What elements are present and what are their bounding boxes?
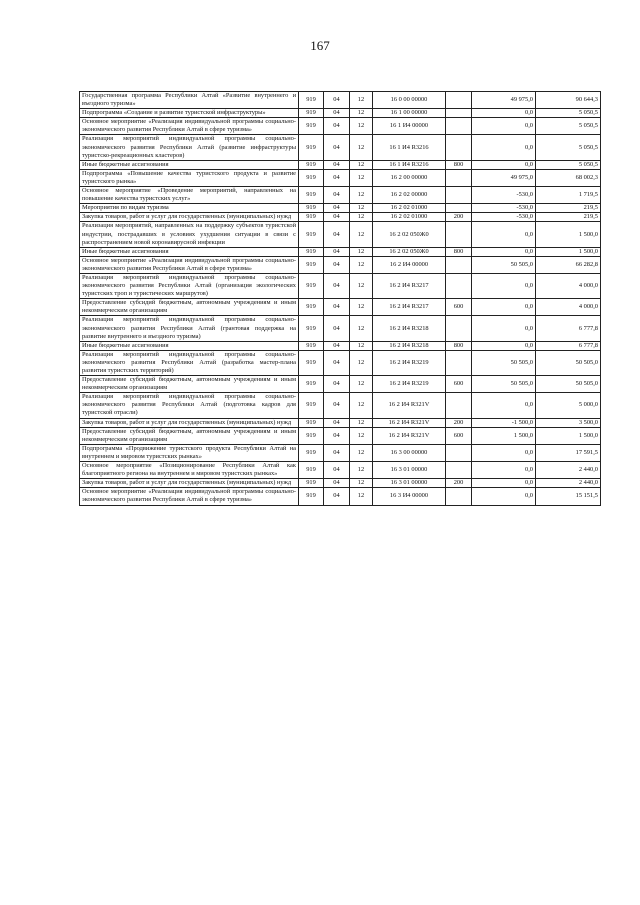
cell-expense-type: 200 [446, 479, 472, 488]
cell-subsection: 12 [350, 427, 373, 444]
cell-target-article: 16 3 01 00000 [373, 462, 446, 479]
cell-section: 04 [324, 418, 350, 427]
cell-change-amount: 49 975,0 [472, 92, 536, 109]
cell-target-article: 16 2 02 00000 [373, 187, 446, 204]
cell-change-amount: -530,0 [472, 213, 536, 222]
cell-section: 04 [324, 488, 350, 505]
cell-subsection: 12 [350, 247, 373, 256]
cell-expense-type: 800 [446, 341, 472, 350]
cell-expense-type: 800 [446, 247, 472, 256]
cell-target-article: 16 2 И4 R3218 [373, 316, 446, 341]
cell-total-amount: 50 505,0 [536, 350, 601, 375]
cell-change-amount: 0,0 [472, 247, 536, 256]
cell-name: Подпрограмма «Повышение качества туристского продукта и развитие туристского рынка» [80, 169, 299, 186]
cell-name: Предоставление субсидий бюджетным, автономным учреждениям и иным некоммерческим организациям [80, 376, 299, 393]
cell-target-article: 16 2 И4 R321V [373, 393, 446, 418]
cell-subsection: 12 [350, 316, 373, 341]
cell-total-amount: 5 050,5 [536, 135, 601, 160]
table-body [80, 92, 601, 506]
cell-section: 04 [324, 118, 350, 135]
cell-admin-code: 919 [299, 376, 324, 393]
table-row [80, 462, 601, 479]
cell-expense-type [446, 204, 472, 213]
cell-subsection: 12 [350, 160, 373, 169]
cell-section: 04 [324, 109, 350, 118]
cell-expense-type: 600 [446, 299, 472, 316]
cell-expense-type [446, 109, 472, 118]
cell-total-amount: 219,5 [536, 213, 601, 222]
cell-expense-type: 600 [446, 427, 472, 444]
cell-name: Основное мероприятие «Реализация индивидуальной программы социально-экономического развития Республики Алтай в сфере туризма» [80, 256, 299, 273]
cell-admin-code: 919 [299, 444, 324, 461]
cell-expense-type [446, 118, 472, 135]
cell-name: Закупка товаров, работ и услуг для государственных (муниципальных) нужд [80, 418, 299, 427]
cell-expense-type: 200 [446, 213, 472, 222]
cell-subsection: 12 [350, 109, 373, 118]
cell-section: 04 [324, 160, 350, 169]
cell-name: Иные бюджетные ассигнования [80, 247, 299, 256]
cell-section: 04 [324, 92, 350, 109]
cell-expense-type [446, 273, 472, 298]
cell-total-amount: 3 500,0 [536, 418, 601, 427]
cell-section: 04 [324, 222, 350, 247]
cell-target-article: 16 2 И4 R3219 [373, 350, 446, 375]
cell-change-amount: 0,0 [472, 479, 536, 488]
cell-name: Основное мероприятие «Позиционирование Республики Алтай как благоприятного региона на внутреннем и мировом туристских рынках» [80, 462, 299, 479]
table-row [80, 169, 601, 186]
cell-change-amount: -530,0 [472, 187, 536, 204]
cell-admin-code: 919 [299, 92, 324, 109]
cell-target-article: 16 2 02 050Ж0 [373, 247, 446, 256]
cell-total-amount: 219,5 [536, 204, 601, 213]
cell-total-amount: 5 050,5 [536, 109, 601, 118]
cell-admin-code: 919 [299, 479, 324, 488]
table-row [80, 92, 601, 109]
cell-name: Государственная программа Республики Алтай «Развитие внутреннего и въездного туризма» [80, 92, 299, 109]
cell-section: 04 [324, 462, 350, 479]
cell-subsection: 12 [350, 418, 373, 427]
cell-expense-type [446, 462, 472, 479]
cell-expense-type [446, 256, 472, 273]
cell-total-amount: 4 000,0 [536, 273, 601, 298]
cell-total-amount: 15 151,5 [536, 488, 601, 505]
cell-change-amount: 0,0 [472, 135, 536, 160]
cell-name: Основное мероприятие «Проведение мероприятий, направленных на повышение качества туристских услуг» [80, 187, 299, 204]
cell-section: 04 [324, 376, 350, 393]
cell-admin-code: 919 [299, 109, 324, 118]
budget-table [79, 91, 601, 506]
table-row [80, 444, 601, 461]
cell-subsection: 12 [350, 341, 373, 350]
cell-subsection: 12 [350, 488, 373, 505]
cell-admin-code: 919 [299, 393, 324, 418]
cell-admin-code: 919 [299, 256, 324, 273]
cell-change-amount: 49 975,0 [472, 169, 536, 186]
cell-section: 04 [324, 444, 350, 461]
cell-admin-code: 919 [299, 187, 324, 204]
cell-admin-code: 919 [299, 427, 324, 444]
cell-name: Подпрограмма «Продвижение туристского продукта Республики Алтай на внутреннем и мировом туристских рынках» [80, 444, 299, 461]
cell-name: Реализация мероприятий индивидуальной программы социально-экономического развития Республики Алтай (разработка мастер-плана развития туристских территорий) [80, 350, 299, 375]
cell-section: 04 [324, 427, 350, 444]
cell-section: 04 [324, 341, 350, 350]
cell-change-amount: 0,0 [472, 341, 536, 350]
cell-total-amount: 6 777,8 [536, 341, 601, 350]
cell-admin-code: 919 [299, 118, 324, 135]
cell-target-article: 16 2 И4 R3217 [373, 273, 446, 298]
cell-admin-code: 919 [299, 160, 324, 169]
table-row [80, 247, 601, 256]
cell-name: Иные бюджетные ассигнования [80, 160, 299, 169]
cell-total-amount: 2 440,0 [536, 479, 601, 488]
cell-total-amount: 5 050,5 [536, 160, 601, 169]
cell-total-amount: 1 500,0 [536, 427, 601, 444]
cell-target-article: 16 2 И4 R321V [373, 418, 446, 427]
table-row [80, 160, 601, 169]
cell-expense-type [446, 169, 472, 186]
cell-total-amount: 68 002,3 [536, 169, 601, 186]
cell-subsection: 12 [350, 350, 373, 375]
cell-admin-code: 919 [299, 462, 324, 479]
table-row [80, 299, 601, 316]
cell-name: Реализация мероприятий, направленных на поддержку субъектов туристской индустрии, пострадавших в условиях ухудшения ситуации в связи с распространением новой коронавирусной инфекции [80, 222, 299, 247]
table-row [80, 316, 601, 341]
cell-target-article: 16 2 И4 R3218 [373, 341, 446, 350]
cell-section: 04 [324, 256, 350, 273]
cell-expense-type [446, 316, 472, 341]
cell-admin-code: 919 [299, 222, 324, 247]
cell-expense-type [446, 444, 472, 461]
table-row [80, 222, 601, 247]
table-row [80, 204, 601, 213]
cell-target-article: 16 3 И4 00000 [373, 488, 446, 505]
cell-total-amount: 6 777,8 [536, 316, 601, 341]
cell-admin-code: 919 [299, 418, 324, 427]
cell-change-amount: 0,0 [472, 444, 536, 461]
cell-change-amount: 50 505,0 [472, 350, 536, 375]
cell-admin-code: 919 [299, 488, 324, 505]
cell-name: Реализация мероприятий индивидуальной программы социально-экономического развития Республики Алтай (развитие инфраструктуры туристско-рекреационных кластеров) [80, 135, 299, 160]
cell-section: 04 [324, 479, 350, 488]
cell-section: 04 [324, 316, 350, 341]
cell-subsection: 12 [350, 479, 373, 488]
cell-target-article: 16 1 00 00000 [373, 109, 446, 118]
cell-name: Основное мероприятие «Реализация индивидуальной программы социально-экономического развития Республики Алтай в сфере туризма» [80, 118, 299, 135]
cell-expense-type [446, 393, 472, 418]
cell-target-article: 16 2 И4 00000 [373, 256, 446, 273]
table-row [80, 376, 601, 393]
cell-section: 04 [324, 135, 350, 160]
cell-name: Закупка товаров, работ и услуг для государственных (муниципальных) нужд [80, 479, 299, 488]
cell-name: Подпрограмма «Создание и развитие туристской инфраструктуры» [80, 109, 299, 118]
cell-change-amount: 0,0 [472, 222, 536, 247]
table-row [80, 213, 601, 222]
cell-total-amount: 50 505,0 [536, 376, 601, 393]
cell-total-amount: 1 500,0 [536, 222, 601, 247]
cell-expense-type [446, 488, 472, 505]
cell-total-amount: 90 644,3 [536, 92, 601, 109]
cell-expense-type [446, 222, 472, 247]
cell-expense-type [446, 187, 472, 204]
cell-expense-type: 800 [446, 160, 472, 169]
cell-target-article: 16 3 00 00000 [373, 444, 446, 461]
cell-name: Закупка товаров, работ и услуг для государственных (муниципальных) нужд [80, 213, 299, 222]
cell-subsection: 12 [350, 393, 373, 418]
cell-change-amount: -1 500,0 [472, 418, 536, 427]
cell-subsection: 12 [350, 376, 373, 393]
cell-target-article: 16 1 И4 R3216 [373, 160, 446, 169]
cell-admin-code: 919 [299, 273, 324, 298]
cell-admin-code: 919 [299, 341, 324, 350]
cell-expense-type [446, 92, 472, 109]
cell-total-amount: 1 719,5 [536, 187, 601, 204]
cell-target-article: 16 2 02 050Ж0 [373, 222, 446, 247]
cell-admin-code: 919 [299, 350, 324, 375]
table-row [80, 118, 601, 135]
cell-subsection: 12 [350, 92, 373, 109]
cell-name: Реализация мероприятий индивидуальной программы социально-экономического развития Республики Алтай (подготовка кадров для туристской отрасли) [80, 393, 299, 418]
cell-admin-code: 919 [299, 299, 324, 316]
cell-change-amount: 0,0 [472, 316, 536, 341]
cell-admin-code: 919 [299, 247, 324, 256]
cell-total-amount: 66 282,8 [536, 256, 601, 273]
cell-change-amount: 0,0 [472, 273, 536, 298]
cell-target-article: 16 2 02 01000 [373, 204, 446, 213]
table-row [80, 187, 601, 204]
cell-change-amount: 0,0 [472, 118, 536, 135]
page-number: 167 [310, 38, 330, 53]
cell-subsection: 12 [350, 256, 373, 273]
cell-total-amount: 2 440,0 [536, 462, 601, 479]
cell-subsection: 12 [350, 444, 373, 461]
table-row [80, 418, 601, 427]
cell-section: 04 [324, 299, 350, 316]
cell-subsection: 12 [350, 299, 373, 316]
table-row [80, 427, 601, 444]
cell-subsection: 12 [350, 204, 373, 213]
cell-change-amount: 0,0 [472, 160, 536, 169]
cell-total-amount: 5 050,5 [536, 118, 601, 135]
cell-subsection: 12 [350, 135, 373, 160]
table-row [80, 341, 601, 350]
cell-target-article: 16 2 00 00000 [373, 169, 446, 186]
cell-total-amount: 1 500,0 [536, 247, 601, 256]
cell-expense-type: 200 [446, 418, 472, 427]
cell-change-amount: 0,0 [472, 462, 536, 479]
cell-admin-code: 919 [299, 169, 324, 186]
cell-section: 04 [324, 247, 350, 256]
cell-section: 04 [324, 273, 350, 298]
cell-subsection: 12 [350, 169, 373, 186]
cell-name: Иные бюджетные ассигнования [80, 341, 299, 350]
cell-total-amount: 4 000,0 [536, 299, 601, 316]
cell-name: Реализация мероприятий индивидуальной программы социально-экономического развития Республики Алтай (организация экологических туристских троп и туристических маршрутов) [80, 273, 299, 298]
cell-change-amount: 1 500,0 [472, 427, 536, 444]
table-row [80, 135, 601, 160]
table-row [80, 393, 601, 418]
cell-target-article: 16 2 И4 R3219 [373, 376, 446, 393]
cell-target-article: 16 2 И4 R321V [373, 427, 446, 444]
cell-target-article: 16 0 00 00000 [373, 92, 446, 109]
cell-expense-type [446, 350, 472, 375]
table-row [80, 109, 601, 118]
cell-section: 04 [324, 169, 350, 186]
cell-subsection: 12 [350, 187, 373, 204]
table-row [80, 273, 601, 298]
cell-change-amount: 0,0 [472, 109, 536, 118]
table-row [80, 488, 601, 505]
cell-name: Мероприятия по видам туризма [80, 204, 299, 213]
cell-target-article: 16 1 И4 R3216 [373, 135, 446, 160]
cell-section: 04 [324, 187, 350, 204]
cell-total-amount: 5 000,0 [536, 393, 601, 418]
cell-expense-type [446, 135, 472, 160]
cell-target-article: 16 3 01 00000 [373, 479, 446, 488]
cell-subsection: 12 [350, 213, 373, 222]
cell-change-amount: 0,0 [472, 488, 536, 505]
cell-change-amount: 50 505,0 [472, 376, 536, 393]
table-row [80, 256, 601, 273]
cell-subsection: 12 [350, 273, 373, 298]
table-row [80, 350, 601, 375]
cell-total-amount: 17 591,5 [536, 444, 601, 461]
cell-admin-code: 919 [299, 135, 324, 160]
cell-subsection: 12 [350, 222, 373, 247]
cell-section: 04 [324, 393, 350, 418]
cell-target-article: 16 2 02 01000 [373, 213, 446, 222]
cell-name: Предоставление субсидий бюджетным, автономным учреждениям и иным некоммерческим организациям [80, 299, 299, 316]
cell-change-amount: 0,0 [472, 393, 536, 418]
cell-target-article: 16 1 И4 00000 [373, 118, 446, 135]
cell-expense-type: 600 [446, 376, 472, 393]
cell-name: Основное мероприятие «Реализация индивидуальной программы социально-экономического развития Республики Алтай в сфере туризма» [80, 488, 299, 505]
table-row [80, 479, 601, 488]
cell-section: 04 [324, 204, 350, 213]
cell-change-amount: 50 505,0 [472, 256, 536, 273]
cell-subsection: 12 [350, 462, 373, 479]
cell-admin-code: 919 [299, 213, 324, 222]
cell-section: 04 [324, 213, 350, 222]
cell-name: Предоставление субсидий бюджетным, автономным учреждениям и иным некоммерческим организациям [80, 427, 299, 444]
cell-admin-code: 919 [299, 204, 324, 213]
cell-section: 04 [324, 350, 350, 375]
cell-subsection: 12 [350, 118, 373, 135]
cell-target-article: 16 2 И4 R3217 [373, 299, 446, 316]
cell-change-amount: 0,0 [472, 299, 536, 316]
cell-admin-code: 919 [299, 316, 324, 341]
cell-name: Реализация мероприятий индивидуальной программы социально-экономического развития Республики Алтай (грантовая поддержка на развитие внутреннего и въездного туризма) [80, 316, 299, 341]
cell-change-amount: -530,0 [472, 204, 536, 213]
